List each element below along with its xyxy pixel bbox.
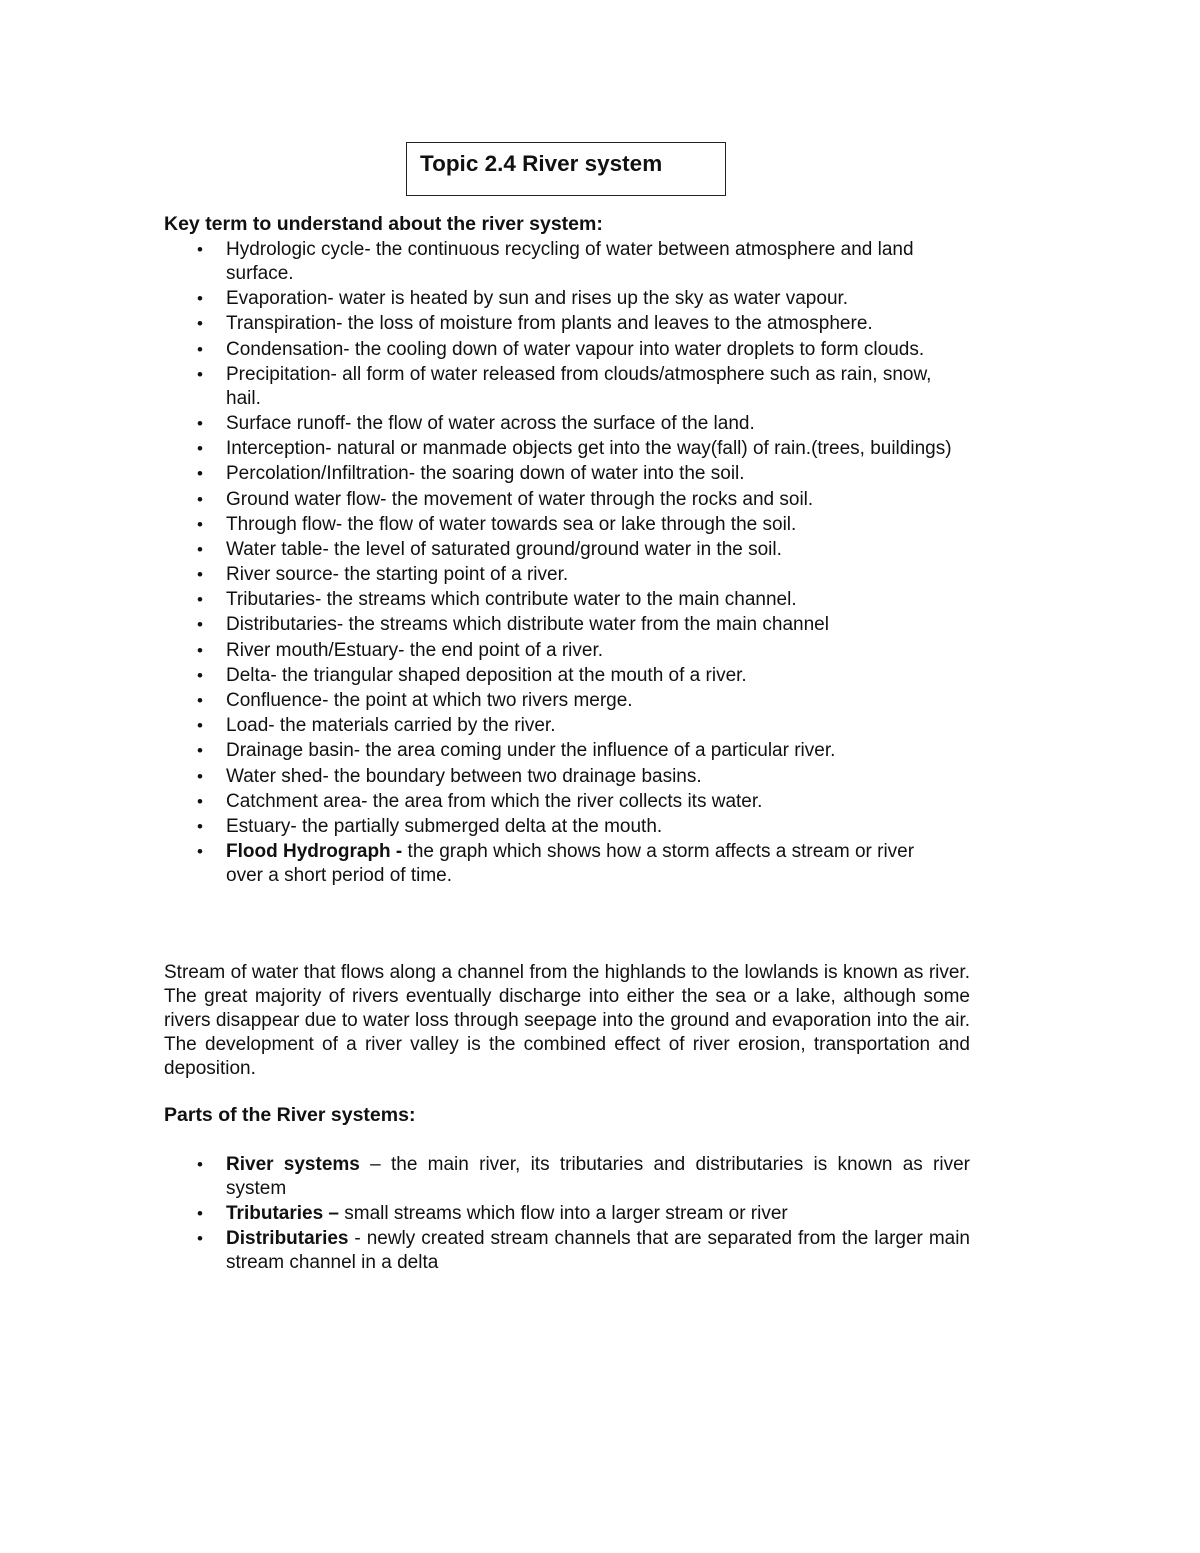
key-term-item [164, 338, 954, 362]
parts-list [164, 1153, 970, 1277]
bullet-icon: • [197, 1155, 203, 1174]
bullet-icon: • [197, 464, 203, 484]
term-text: Percolation/Infiltration- the soaring down of water into the soil. [226, 463, 745, 485]
bullet-icon: • [197, 816, 203, 836]
bullet-icon: • [197, 489, 203, 509]
term-text: Load- the materials carried by the river. [226, 715, 556, 737]
term-text: River source- the starting point of a river. [226, 564, 569, 586]
bullet-icon: • [197, 741, 203, 761]
term-text: Drainage basin- the area coming under the influence of a particular river. [226, 740, 836, 762]
term-text: Hydrologic cycle- the continuous recycling of water between atmosphere and land surface. [226, 239, 914, 284]
key-term-item [164, 287, 954, 311]
term-text: Transpiration- the loss of moisture from plants and leaves to the atmosphere. [226, 313, 873, 335]
key-term-item [164, 639, 954, 663]
term-text: Confluence- the point at which two rivers merge. [226, 690, 633, 711]
bullet-icon: • [197, 766, 203, 786]
term-text: Ground water flow- the movement of water through the rocks and soil. [226, 488, 814, 510]
key-term-item [164, 689, 954, 713]
key-term-item [164, 563, 954, 587]
term-text: Condensation- the cooling down of water vapour into water droplets to form clouds. [226, 338, 925, 360]
key-term-item [164, 613, 954, 637]
part-item [164, 1202, 970, 1226]
term-text: Distributaries- the streams which distribute water from the main channel [226, 614, 829, 636]
term-text: Through flow- the flow of water towards sea or lake through the soil. [226, 513, 797, 535]
key-term-item [164, 412, 954, 436]
key-terms-heading: Key term to understand about the river system: [164, 213, 603, 235]
bullet-icon: • [197, 364, 203, 384]
term-text: River mouth/Estuary- the end point of a river. [226, 639, 604, 661]
key-term-item [164, 840, 954, 888]
key-term-item [164, 462, 954, 486]
key-terms-list [164, 238, 954, 889]
key-term-item [164, 765, 954, 789]
bullet-icon: • [197, 716, 203, 736]
bullet-icon: • [197, 539, 203, 559]
term-bold-label: Tributaries – [226, 1203, 339, 1225]
bullet-icon: • [197, 314, 203, 334]
bullet-icon: • [197, 339, 203, 359]
term-text: Evaporation- water is heated by sun and rises up the sky as water vapour. [226, 288, 849, 310]
term-bold-label: River systems [226, 1154, 360, 1175]
bullet-icon: • [197, 640, 203, 660]
term-text: Precipitation- all form of water released from clouds/atmosphere such as rain, snow, hail. [226, 363, 932, 409]
key-term-item [164, 238, 954, 286]
key-term-item [164, 363, 954, 411]
key-term-item [164, 588, 954, 612]
part-item [164, 1153, 970, 1201]
bullet-icon: • [197, 590, 203, 610]
term-text: Estuary- the partially submerged delta at the mouth. [226, 815, 663, 837]
intro-paragraph: Stream of water that flows along a channel from the highlands to the lowlands is known as river. The great majority of rivers eventually discharge into either the sea or a lake, although some rivers disappear due to water loss through seepage into the ground and evaporation into the air. The development of a river valley is the combined effect of river erosion, transportation and deposition. [164, 962, 970, 1079]
term-text: the graph which shows how a storm affects a stream or river over a short period of time. [226, 841, 915, 887]
key-term-item [164, 815, 954, 839]
key-term-item [164, 664, 954, 688]
key-term-item [164, 513, 954, 537]
bullet-icon: • [197, 615, 203, 635]
term-text: Catchment area- the area from which the river collects its water. [226, 790, 763, 812]
bullet-icon: • [197, 289, 203, 309]
bullet-icon: • [197, 1229, 203, 1249]
bullet-icon: • [197, 240, 203, 259]
key-term-item [164, 538, 954, 562]
key-term-item [164, 437, 954, 461]
term-text: - newly created stream channels that are separated from the larger main stream channel in a delta [226, 1228, 970, 1274]
bullet-icon: • [197, 514, 203, 534]
bullet-icon: • [197, 665, 203, 685]
page-title: Topic 2.4 River system [420, 151, 663, 176]
term-text: Water shed- the boundary between two drainage basins. [226, 765, 702, 787]
key-term-item [164, 488, 954, 512]
term-text: small streams which flow into a larger stream or river [339, 1203, 788, 1225]
bullet-icon: • [197, 842, 203, 862]
term-text: Surface runoff- the flow of water across the surface of the land. [226, 412, 755, 434]
term-text: – the main river, its tributaries and distributaries is known as river system [226, 1154, 970, 1199]
key-term-item [164, 714, 954, 738]
term-bold-label: Flood Hydrograph - [226, 841, 408, 863]
key-term-item [164, 790, 954, 814]
bullet-icon: • [197, 1204, 203, 1224]
term-text: Water table- the level of saturated ground/ground water in the soil. [226, 538, 782, 560]
term-text: Tributaries- the streams which contribute water to the main channel. [226, 589, 797, 611]
term-text: Delta- the triangular shaped deposition at the mouth of a river. [226, 664, 747, 686]
part-item [164, 1227, 970, 1275]
bullet-icon: • [197, 791, 203, 811]
key-term-item [164, 739, 954, 763]
bullet-icon: • [197, 565, 203, 585]
term-text: Interception- natural or manmade objects get into the way(fall) of rain.(trees, buildings) [226, 438, 952, 460]
bullet-icon: • [197, 691, 203, 710]
title-box [406, 142, 726, 196]
bullet-icon: • [197, 439, 203, 459]
parts-heading: Parts of the River systems: [164, 1104, 416, 1126]
term-bold-label: Distributaries [226, 1228, 349, 1250]
key-term-item [164, 312, 954, 336]
bullet-icon: • [197, 413, 203, 433]
